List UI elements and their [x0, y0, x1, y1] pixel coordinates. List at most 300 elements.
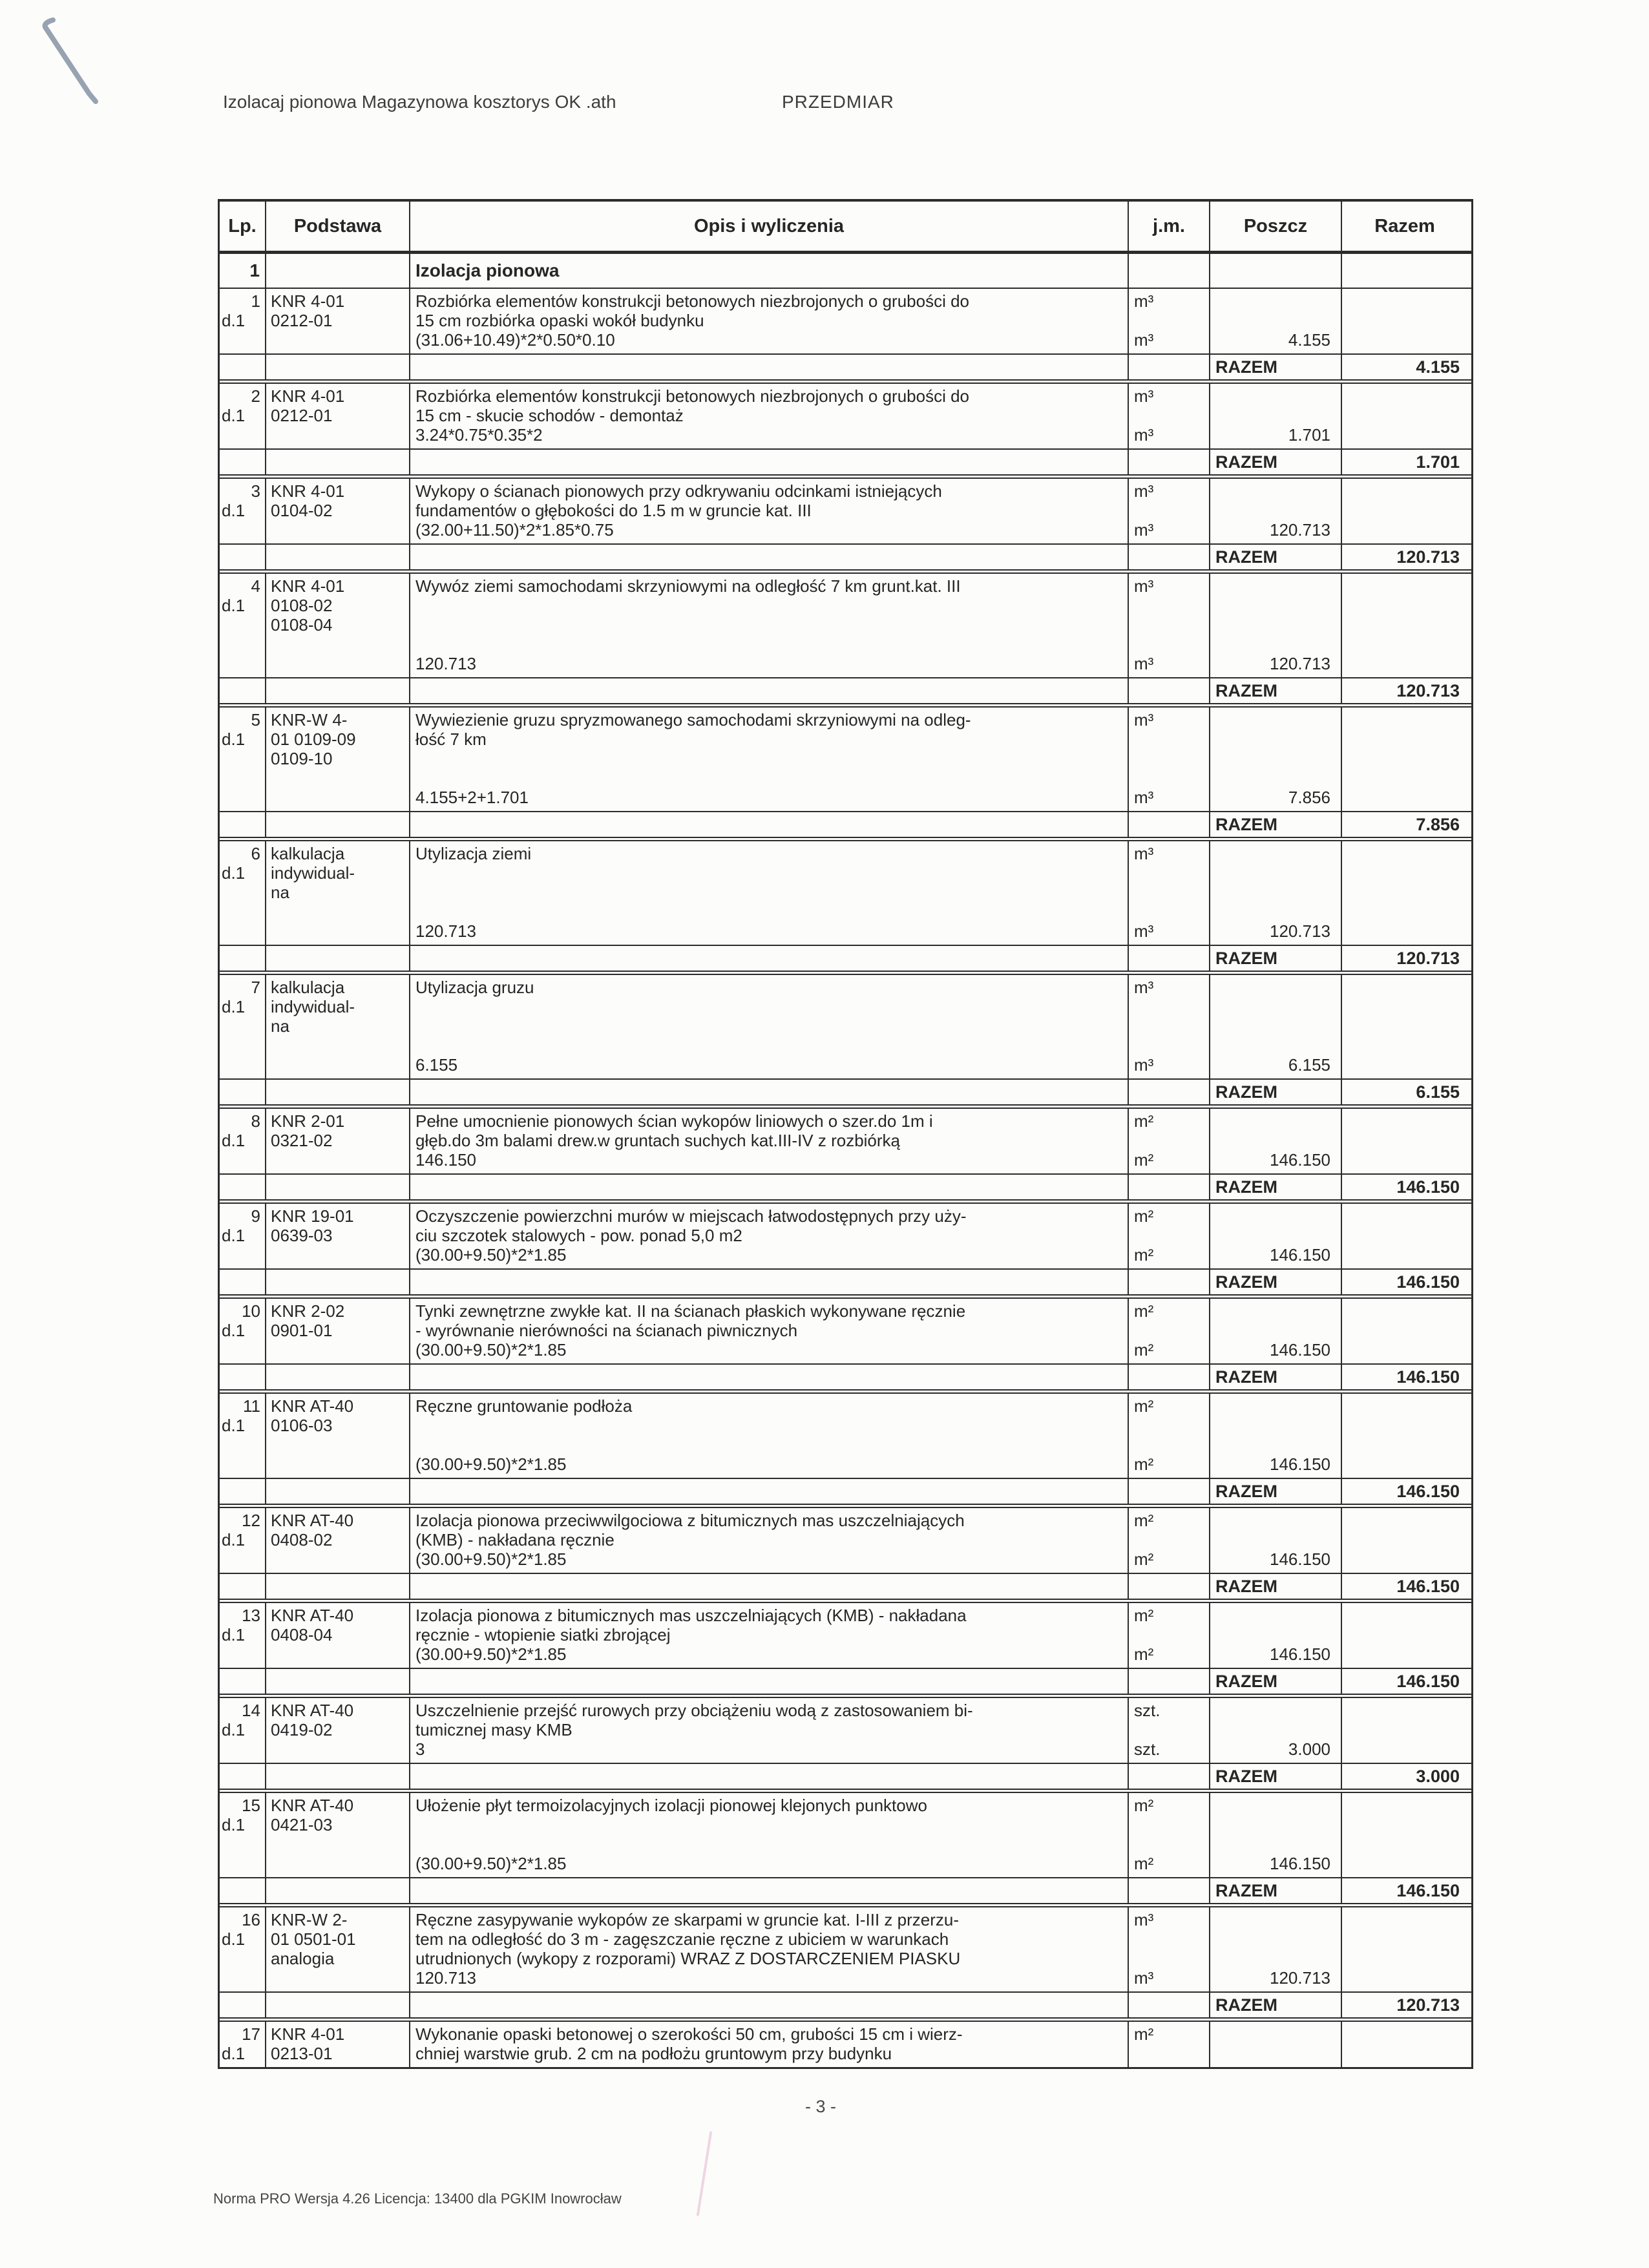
- item-unit-cell: [1128, 384, 1209, 448]
- partial-value: 146.150: [1270, 1549, 1330, 1569]
- header-poszcz: Poszcz: [1209, 202, 1341, 251]
- item-partial-cell: [1209, 975, 1341, 1078]
- document-title: Izolacaj pionowa Magazynowa kosztorys OK .ath: [223, 92, 616, 112]
- unit-label: m³: [1134, 710, 1154, 730]
- item-description-cell: [409, 384, 1128, 448]
- item-basis-line: kalkulacja: [271, 978, 345, 997]
- razem-value: 120.713: [1341, 1993, 1467, 2017]
- item-total-row: [220, 543, 1471, 569]
- page-number: - 3 -: [804, 2097, 836, 2116]
- partial-value: 146.150: [1270, 1150, 1330, 1170]
- item-total-cell: [1341, 708, 1467, 811]
- item-content-row: [220, 1394, 1471, 1478]
- item-basis-line: KNR 4-01: [271, 481, 345, 501]
- item-dept: d.1: [222, 2044, 246, 2063]
- razem-value: 146.150: [1341, 1479, 1467, 1504]
- item-number: 1: [251, 291, 260, 311]
- item-content-row: [220, 1508, 1471, 1573]
- unit-label: m²: [1134, 2024, 1154, 2044]
- item-description-line: Uszczelnienie przejść rurowych przy obciążeniu wodą z zastosowaniem bi-: [415, 1701, 973, 1720]
- item-basis-line: na: [271, 883, 289, 902]
- table-item: [220, 1508, 1471, 1603]
- item-partial-cell: [1209, 1793, 1341, 1877]
- item-content-row: [220, 708, 1471, 811]
- unit-label: m³: [1134, 654, 1154, 673]
- razem-value: 1.701: [1341, 450, 1467, 474]
- item-number: 6: [251, 844, 260, 863]
- item-basis-cell: [265, 975, 409, 1078]
- razem-label: RAZEM: [1209, 1080, 1341, 1104]
- item-total-cell: [1341, 1109, 1467, 1173]
- item-number-cell: [220, 2022, 265, 2067]
- item-description-line: (KMB) - nakładana ręcznie: [415, 1530, 614, 1549]
- header-opis: Opis i wyliczenia: [409, 202, 1128, 251]
- unit-label: m³: [1134, 481, 1154, 501]
- item-number: 14: [242, 1701, 260, 1720]
- item-dept: d.1: [222, 997, 246, 1016]
- item-description-line: 15 cm rozbiórka opaski wokół budynku: [415, 311, 704, 330]
- razem-label: RAZEM: [1209, 1574, 1341, 1599]
- item-unit-cell: [1128, 975, 1209, 1078]
- item-basis-line: KNR-W 4-: [271, 710, 348, 730]
- unit-label: m²: [1134, 1796, 1154, 1815]
- item-basis-cell: [265, 1907, 409, 1991]
- item-basis-line: KNR AT-40: [271, 1796, 354, 1815]
- item-basis-line: 0639-03: [271, 1226, 333, 1245]
- item-partial-cell: [1209, 1299, 1341, 1363]
- item-content-row: [220, 384, 1471, 448]
- item-number-cell: [220, 841, 265, 945]
- item-basis-cell: [265, 2022, 409, 2067]
- razem-value: 7.856: [1341, 812, 1467, 837]
- item-calculation: 3.24*0.75*0.35*2: [415, 425, 543, 445]
- section-title: Izolacja pionowa: [409, 254, 1128, 288]
- item-description-cell: [409, 1508, 1128, 1573]
- razem-label: RAZEM: [1209, 1175, 1341, 1199]
- item-partial-cell: [1209, 479, 1341, 543]
- item-content-row: [220, 1907, 1471, 1991]
- item-dept: d.1: [222, 730, 246, 749]
- item-basis-line: KNR AT-40: [271, 1606, 354, 1625]
- unit-label: m³: [1134, 330, 1154, 350]
- item-description-line: 15 cm - skucie schodów - demontaż: [415, 406, 684, 425]
- item-total-row: [220, 1877, 1471, 1903]
- item-description-line: Rozbiórka elementów konstrukcji betonowych niezbrojonych o grubości do: [415, 386, 970, 406]
- item-basis-line: KNR 2-01: [271, 1111, 345, 1131]
- item-basis-cell: [265, 1204, 409, 1268]
- table-item: [220, 1793, 1471, 1907]
- razem-value: 146.150: [1341, 1878, 1467, 1903]
- item-description-line: ręcznie - wtopienie siatki zbrojącej: [415, 1625, 671, 1644]
- item-total-cell: [1341, 1508, 1467, 1573]
- item-content-row: [220, 479, 1471, 543]
- unit-label: m³: [1134, 291, 1154, 311]
- item-number-cell: [220, 1299, 265, 1363]
- partial-value: 146.150: [1270, 1644, 1330, 1664]
- item-total-cell: [1341, 289, 1467, 353]
- item-partial-cell: [1209, 1508, 1341, 1573]
- unit-label: m²: [1134, 1511, 1154, 1530]
- unit-label: m³: [1134, 921, 1154, 941]
- partial-value: 6.155: [1288, 1055, 1330, 1075]
- item-number-cell: [220, 574, 265, 677]
- item-content-row: [220, 1109, 1471, 1173]
- item-basis-line: 0408-04: [271, 1625, 333, 1644]
- item-description-cell: [409, 1299, 1128, 1363]
- table-item: [220, 289, 1471, 384]
- przedmiar-table: [218, 199, 1473, 2069]
- item-basis-line: 0109-10: [271, 749, 333, 768]
- razem-label: RAZEM: [1209, 1878, 1341, 1903]
- item-basis-line: indywidual-: [271, 997, 355, 1016]
- item-partial-cell: [1209, 1204, 1341, 1268]
- item-content-row: [220, 1793, 1471, 1877]
- item-basis-line: KNR AT-40: [271, 1511, 354, 1530]
- item-description-line: tumicznej masy KMB: [415, 1720, 572, 1739]
- razem-label: RAZEM: [1209, 1365, 1341, 1389]
- item-content-row: [220, 1299, 1471, 1363]
- item-number: 11: [243, 1396, 260, 1416]
- item-total-row: [220, 1478, 1471, 1504]
- table-item: [220, 384, 1471, 479]
- table-item: [220, 841, 1471, 975]
- item-total-row: [220, 1668, 1471, 1694]
- razem-label: RAZEM: [1209, 1479, 1341, 1504]
- partial-value: 120.713: [1270, 520, 1330, 540]
- unit-label: m³: [1134, 1910, 1154, 1929]
- item-description-cell: [409, 574, 1128, 677]
- item-dept: d.1: [222, 1321, 246, 1340]
- item-total-cell: [1341, 1299, 1467, 1363]
- item-description-line: Ręczne gruntowanie podłoża: [415, 1396, 633, 1416]
- item-basis-line: 0408-02: [271, 1530, 333, 1549]
- unit-label: m³: [1134, 386, 1154, 406]
- item-basis-line: KNR AT-40: [271, 1701, 354, 1720]
- item-number-cell: [220, 1109, 265, 1173]
- item-description-cell: [409, 1698, 1128, 1763]
- item-total-cell: [1341, 2022, 1467, 2067]
- item-partial-cell: [1209, 708, 1341, 811]
- item-partial-cell: [1209, 1603, 1341, 1668]
- item-number-cell: [220, 975, 265, 1078]
- item-description-line: Rozbiórka elementów konstrukcji betonowych niezbrojonych o grubości do: [415, 291, 970, 311]
- item-unit-cell: [1128, 1299, 1209, 1363]
- razem-value: 146.150: [1341, 1669, 1467, 1694]
- item-content-row: [220, 289, 1471, 353]
- item-calculation: (30.00+9.50)*2*1.85: [415, 1454, 567, 1474]
- table-header-row: [220, 202, 1471, 254]
- section-basis-empty: [265, 254, 409, 288]
- item-basis-cell: [265, 289, 409, 353]
- table-items: [220, 289, 1471, 2067]
- item-basis-cell: [265, 841, 409, 945]
- item-total-cell: [1341, 1204, 1467, 1268]
- item-unit-cell: [1128, 1907, 1209, 1991]
- razem-label: RAZEM: [1209, 1270, 1341, 1294]
- razem-value: 146.150: [1341, 1175, 1467, 1199]
- item-content-row: [220, 1698, 1471, 1763]
- item-basis-line: analogia: [271, 1949, 335, 1968]
- item-calculation: (30.00+9.50)*2*1.85: [415, 1549, 567, 1569]
- item-basis-cell: [265, 479, 409, 543]
- item-content-row: [220, 574, 1471, 677]
- item-number-cell: [220, 1793, 265, 1877]
- item-description-cell: [409, 1793, 1128, 1877]
- item-dept: d.1: [222, 1815, 246, 1834]
- item-calculation: 120.713: [415, 654, 476, 673]
- item-content-row: [220, 841, 1471, 945]
- item-number: 12: [242, 1511, 260, 1530]
- razem-value: 146.150: [1341, 1365, 1467, 1389]
- item-partial-cell: [1209, 1109, 1341, 1173]
- item-total-row: [220, 1763, 1471, 1789]
- table-item: [220, 1204, 1471, 1299]
- razem-value: 6.155: [1341, 1080, 1467, 1104]
- item-basis-line: 0419-02: [271, 1720, 333, 1739]
- razem-value: 120.713: [1341, 678, 1467, 703]
- item-number: 13: [242, 1606, 260, 1625]
- item-description-cell: [409, 841, 1128, 945]
- item-description-line: Oczyszczenie powierzchni murów w miejscach łatwodostępnych przy uży-: [415, 1206, 967, 1226]
- unit-label: m²: [1134, 1396, 1154, 1416]
- item-total-cell: [1341, 975, 1467, 1078]
- item-unit-cell: [1128, 1603, 1209, 1668]
- item-description-line: tem na odległość do 3 m - zagęszczanie ręczne z ubiciem w warunkach: [415, 1929, 949, 1949]
- item-calculation: (30.00+9.50)*2*1.85: [415, 1340, 567, 1360]
- item-basis-line: 01 0501-01: [271, 1929, 356, 1949]
- item-basis-cell: [265, 384, 409, 448]
- item-basis-cell: [265, 708, 409, 811]
- table-item: [220, 1603, 1471, 1698]
- item-description-line: fundamentów o głębokości do 1.5 m w gruncie kat. III: [415, 501, 812, 520]
- unit-label: m²: [1134, 1111, 1154, 1131]
- section-row: [220, 254, 1471, 289]
- item-description-cell: [409, 1394, 1128, 1478]
- item-calculation: 146.150: [415, 1150, 476, 1170]
- table-item: [220, 1698, 1471, 1793]
- item-basis-line: 0106-03: [271, 1416, 333, 1435]
- item-description-cell: [409, 1603, 1128, 1668]
- scan-artifact: [697, 2131, 713, 2216]
- item-total-row: [220, 448, 1471, 474]
- item-description-line: Izolacja pionowa przeciwwilgociowa z bitumicznych mas uszczelniających: [415, 1511, 965, 1530]
- item-basis-cell: [265, 1793, 409, 1877]
- item-partial-cell: [1209, 384, 1341, 448]
- partial-value: 3.000: [1288, 1739, 1330, 1759]
- item-basis-line: KNR-W 2-: [271, 1910, 348, 1929]
- partial-value: 120.713: [1270, 654, 1330, 673]
- item-calculation: (31.06+10.49)*2*0.50*0.10: [415, 330, 615, 350]
- item-calculation: (30.00+9.50)*2*1.85: [415, 1644, 567, 1664]
- unit-label: m³: [1134, 520, 1154, 540]
- item-description-cell: [409, 2022, 1128, 2067]
- item-dept: d.1: [222, 501, 246, 520]
- razem-label: RAZEM: [1209, 812, 1341, 837]
- item-dept: d.1: [222, 1416, 246, 1435]
- razem-value: 146.150: [1341, 1270, 1467, 1294]
- item-partial-cell: [1209, 1907, 1341, 1991]
- unit-label: m³: [1134, 425, 1154, 445]
- partial-value: 1.701: [1288, 425, 1330, 445]
- unit-label: m²: [1134, 1245, 1154, 1265]
- item-description-line: chniej warstwie grub. 2 cm na podłożu gruntowym przy budynku: [415, 2044, 892, 2063]
- table-item: [220, 1907, 1471, 2022]
- item-dept: d.1: [222, 406, 246, 425]
- item-total-row: [220, 1991, 1471, 2017]
- item-number: 4: [251, 576, 260, 596]
- unit-label: m²: [1134, 1606, 1154, 1625]
- item-unit-cell: [1128, 479, 1209, 543]
- item-total-cell: [1341, 1698, 1467, 1763]
- item-description-cell: [409, 289, 1128, 353]
- razem-label: RAZEM: [1209, 946, 1341, 971]
- item-description-line: Pełne umocnienie pionowych ścian wykopów liniowych o szer.do 1m i: [415, 1111, 933, 1131]
- item-basis-line: na: [271, 1016, 289, 1036]
- item-total-row: [220, 353, 1471, 379]
- item-description-line: Izolacja pionowa z bitumicznych mas uszczelniających (KMB) - nakładana: [415, 1606, 967, 1625]
- item-basis-line: KNR 4-01: [271, 291, 345, 311]
- item-number: 10: [242, 1301, 260, 1321]
- item-number-cell: [220, 1394, 265, 1478]
- item-unit-cell: [1128, 289, 1209, 353]
- item-number: 9: [251, 1206, 260, 1226]
- item-content-row: [220, 1603, 1471, 1668]
- item-calculation: 4.155+2+1.701: [415, 788, 529, 807]
- item-description-line: ciu szczotek stalowych - pow. ponad 5,0 m2: [415, 1226, 742, 1245]
- item-basis-line: 0212-01: [271, 311, 333, 330]
- item-unit-cell: [1128, 574, 1209, 677]
- item-dept: d.1: [222, 311, 246, 330]
- item-number: 7: [251, 978, 260, 997]
- item-content-row: [220, 975, 1471, 1078]
- item-number: 5: [251, 710, 260, 730]
- item-dept: d.1: [222, 1530, 246, 1549]
- item-number-cell: [220, 1603, 265, 1668]
- item-number-cell: [220, 1204, 265, 1268]
- table-item: [220, 574, 1471, 708]
- item-total-cell: [1341, 384, 1467, 448]
- item-number: 8: [251, 1111, 260, 1131]
- item-number-cell: [220, 479, 265, 543]
- item-total-row: [220, 677, 1471, 703]
- item-number-cell: [220, 1508, 265, 1573]
- item-total-row: [220, 1078, 1471, 1104]
- item-description-cell: [409, 1109, 1128, 1173]
- item-number: 2: [251, 386, 260, 406]
- razem-value: 146.150: [1341, 1574, 1467, 1599]
- section-number: 1: [249, 260, 260, 280]
- footer-note: Norma PRO Wersja 4.26 Licencja: 13400 dla PGKIM Inowrocław: [213, 2190, 622, 2207]
- unit-label: m²: [1134, 1644, 1154, 1664]
- item-partial-cell: [1209, 289, 1341, 353]
- razem-value: 120.713: [1341, 545, 1467, 569]
- item-dept: d.1: [222, 1131, 246, 1150]
- item-unit-cell: [1128, 2022, 1209, 2067]
- item-number: 3: [251, 481, 260, 501]
- razem-label: RAZEM: [1209, 355, 1341, 379]
- item-content-row: [220, 2022, 1471, 2067]
- header-podstawa: Podstawa: [265, 202, 409, 251]
- item-basis-cell: [265, 1508, 409, 1573]
- item-unit-cell: [1128, 841, 1209, 945]
- item-total-cell: [1341, 1603, 1467, 1668]
- item-dept: d.1: [222, 596, 246, 615]
- item-basis-cell: [265, 1109, 409, 1173]
- item-unit-cell: [1128, 1508, 1209, 1573]
- partial-value: 146.150: [1270, 1454, 1330, 1474]
- item-basis-line: 0108-04: [271, 615, 333, 635]
- table-item: [220, 1109, 1471, 1204]
- unit-label: szt.: [1134, 1739, 1161, 1759]
- item-description-line: Wywóz ziemi samochodami skrzyniowymi na odległość 7 km grunt.kat. III: [415, 576, 961, 596]
- razem-label: RAZEM: [1209, 1669, 1341, 1694]
- item-number-cell: [220, 289, 265, 353]
- item-basis-line: KNR 4-01: [271, 2024, 345, 2044]
- item-calculation: 120.713: [415, 1968, 476, 1988]
- item-total-row: [220, 1363, 1471, 1389]
- unit-label: m²: [1134, 1301, 1154, 1321]
- item-basis-cell: [265, 574, 409, 677]
- unit-label: m²: [1134, 1854, 1154, 1873]
- item-description-line: Utylizacja ziemi: [415, 844, 532, 863]
- item-total-cell: [1341, 479, 1467, 543]
- item-total-row: [220, 1173, 1471, 1199]
- item-number-cell: [220, 708, 265, 811]
- table-item: [220, 479, 1471, 574]
- item-partial-cell: [1209, 841, 1341, 945]
- item-content-row: [220, 1204, 1471, 1268]
- unit-label: m³: [1134, 978, 1154, 997]
- partial-value: 146.150: [1270, 1340, 1330, 1360]
- item-dept: d.1: [222, 1720, 246, 1739]
- table-item: [220, 2022, 1471, 2067]
- item-calculation: (32.00+11.50)*2*1.85*0.75: [415, 520, 614, 540]
- header-razem: Razem: [1341, 202, 1467, 251]
- item-description-line: Wywiezienie gruzu spryzmowanego samochodami skrzyniowymi na odleg-: [415, 710, 971, 730]
- item-number-cell: [220, 1907, 265, 1991]
- razem-value: 4.155: [1341, 355, 1467, 379]
- item-unit-cell: [1128, 708, 1209, 811]
- item-basis-line: kalkulacja: [271, 844, 345, 863]
- item-number: 17: [242, 2024, 260, 2044]
- item-basis-line: 0212-01: [271, 406, 333, 425]
- item-basis-line: 0321-02: [271, 1131, 333, 1150]
- item-dept: d.1: [222, 1625, 246, 1644]
- partial-value: 146.150: [1270, 1245, 1330, 1265]
- item-description-cell: [409, 1907, 1128, 1991]
- unit-label: m³: [1134, 1968, 1154, 1988]
- item-basis-line: 0213-01: [271, 2044, 333, 2063]
- item-description-line: Ręczne zasypywanie wykopów ze skarpami w gruncie kat. I-III z przerzu-: [415, 1910, 959, 1929]
- item-unit-cell: [1128, 1204, 1209, 1268]
- item-dept: d.1: [222, 1226, 246, 1245]
- unit-label: m³: [1134, 1055, 1154, 1075]
- item-description-line: Ułożenie płyt termoizolacyjnych izolacji pionowej klejonych punktowo: [415, 1796, 927, 1815]
- item-calculation: (30.00+9.50)*2*1.85: [415, 1245, 567, 1265]
- item-partial-cell: [1209, 1394, 1341, 1478]
- razem-value: 3.000: [1341, 1764, 1467, 1789]
- item-basis-line: KNR 4-01: [271, 576, 345, 596]
- item-description-line: Tynki zewnętrzne zwykłe kat. II na ścianach płaskich wykonywane ręcznie: [415, 1301, 966, 1321]
- item-partial-cell: [1209, 1698, 1341, 1763]
- item-unit-cell: [1128, 1109, 1209, 1173]
- razem-label: RAZEM: [1209, 1764, 1341, 1789]
- item-partial-cell: [1209, 2022, 1341, 2067]
- item-total-cell: [1341, 1394, 1467, 1478]
- document-type-label: PRZEDMIAR: [782, 92, 894, 112]
- pen-mark: [19, 3, 136, 126]
- item-description-cell: [409, 975, 1128, 1078]
